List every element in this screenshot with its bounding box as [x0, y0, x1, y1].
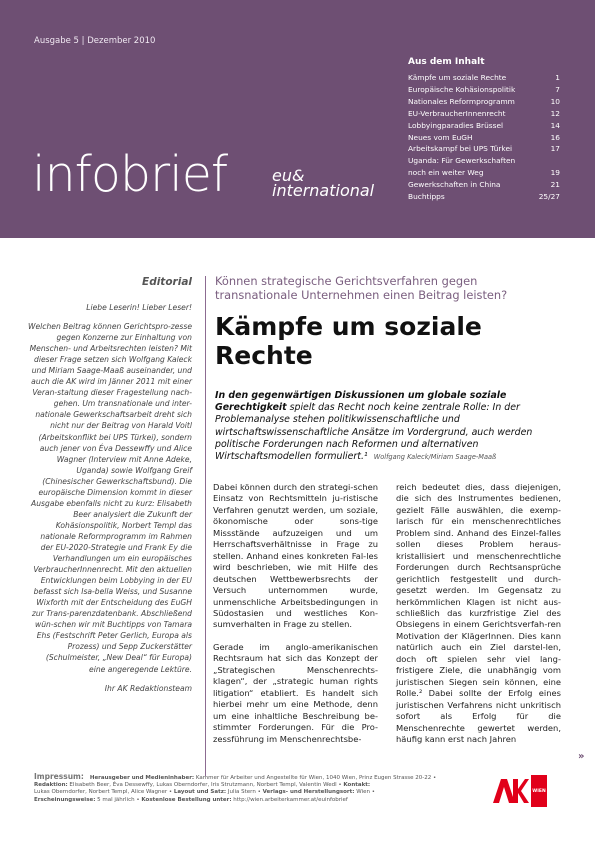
order-url[interactable]: http://wien.arbeiterkammer.at/euinfobrief: [231, 796, 348, 803]
toc-item[interactable]: [408, 167, 560, 179]
masthead: [0, 0, 595, 238]
toc-item-page: 17: [550, 144, 560, 154]
toc-item-page: 12: [550, 108, 560, 118]
impressum: [34, 773, 484, 804]
logo-sub-international: international: [272, 181, 375, 200]
toc-item[interactable]: [408, 72, 560, 84]
ak-logo-icon: [489, 775, 529, 807]
toc-item[interactable]: [408, 120, 560, 132]
publisher-text: Kammer für Arbeiter und Angestellte für Wien, 1040 Wien, Prinz Eugen Strasse 20-22 •: [194, 775, 437, 781]
toc-item-label: EU-VerbraucherInnenrecht: [408, 108, 506, 118]
toc-item[interactable]: [408, 179, 560, 191]
layout-text: Julia Stern •: [226, 789, 261, 796]
toc-item-page: 25/27: [538, 192, 560, 202]
article-subtitle: Können strategische Gerichtsverfahren gegen transnationale Unternehmen einen Beitrag leisten?: [215, 274, 508, 302]
lead-authors: Wolfgang Kaleck/Miriam Saage-Maaß: [373, 453, 497, 462]
toc-item-page: 19: [550, 168, 560, 178]
toc-item[interactable]: [408, 132, 560, 144]
toc-item-label: Neues vom EuGH: [408, 132, 473, 142]
logo-subtitle: [272, 168, 374, 198]
editorial-text: Welchen Beitrag können Gerichtspro-zesse gegen Konzerne zur Einhaltung von Menschen- und Arbeitsrechten leisten? Mit dieser Frage setzen sich Wolfgang Kaleck und Miriam Saage-Maaß auseinander, und auch die AK wird im Jänner 2011 mit einer Veran-staltung dieser Fragestellung nach-gehen. Um transnationale und inter-nationale Gewerkschaftsarbeit dreht sich nicht nur der Beitrag von Harald Voitl (Arbeitskonflikt bei UPS Türkei), sondern auch jener von Éva Dessewffy und Alice Wagner (Interview mit Anne Adeke, Uganda) sowie Wolfgang Greif (Chinesischer Gewerkschaftsbund). Die europäische Dimension kommt in dieser Ausgabe ebenfalls nicht zu kurz: Elisabeth Beer analysiert die Zukunft der Kohäsionspolitik, Norbert Templ das nationale Reformprogramm im Rahmen der EU-2020-Strategie und Frank Ey die Verhandlungen um ein europäisches VerbraucherInnenrecht. Mit den aktuellen Entwicklungen beim Lobbying in der EU befasst sich Isa-bella Weiss, und Susanne Wixforth mit der Entscheidung des EuGH zur Trans-parenzdatenbank. Abschließend wün-schen wir mit Buchtipps von Tamara Ehs (Festschrift Peter Gerlich, Europa als Prozess) und Sepp Zuckerstätter (Schulmeister, „New Deal“ für Europa) eine angeregende Lektüre.: [28, 322, 193, 674]
toc-item-page: 21: [550, 180, 560, 190]
toc-item-page: 16: [550, 132, 560, 142]
editorial-greeting: Liebe Leserin! Lieber Leser!: [86, 303, 192, 312]
column-divider: [205, 276, 206, 776]
toc-item-label: Arbeitskampf bei UPS Türkei: [408, 144, 513, 154]
col1-paragraph-1: Dabei können durch den strategi-schen Einsatz von Rechtsmitteln ju-ristische Verfahren genutzt werden, um soziale, ökonomische oder sons-tige Missstände aufzuzeigen und um Herrschaftsverhältnisse in Frage zu stellen. Anhand eines konkreten Fal-les wird beschrieben, wie mit Hilfe des deutschen Wettbewerbsrechts der Versuch unternommen wurde, unmenschliche Arbeitsbedingungen in Südostasien und westliches Kon-sumverhalten in Frage zu stellen.: [213, 482, 378, 630]
lead-text: spielt das Recht noch keine zentrale Rolle: In der Problemanalyse stehen politikwissenschaftliche und wirtschaftswissenschaftliche Ansätze im Vordergrund, auch werden politische Forderungen nach Reformen und alternativen Wirtschaftsmodellen formuliert.¹: [215, 402, 533, 463]
logo-sub-eu: eu&: [272, 166, 305, 185]
toc-item-label: Uganda: Für Gewerkschaften: [408, 156, 516, 166]
toc-item[interactable]: [408, 96, 560, 108]
toc-item-label: Nationales Reformprogramm: [408, 96, 515, 106]
lead-bold: In den gegenwärtigen Diskussionen um globale soziale Gerechtigkeit: [215, 390, 507, 414]
toc-item[interactable]: [408, 84, 560, 96]
issue-info: Ausgabe 5 | Dezember 2010: [34, 36, 156, 46]
article-lead: [215, 390, 570, 463]
continue-arrow-icon[interactable]: »: [578, 751, 585, 762]
toc-item-page: 14: [550, 120, 560, 130]
article-column-2: [396, 482, 561, 756]
editorial-signature: Ihr AK Redaktionsteam: [104, 683, 192, 693]
order-label: Kostenlose Bestellung unter:: [141, 796, 232, 803]
col1-paragraph-2: Gerade im anglo-amerikanischen Rechtsraum hat sich das Konzept der „Strategischen Menschenrechts-klagen“, der „strategic human rights litigation“ etabliert. Es handelt sich hierbei mehr um eine Methode, denn um eine inhaltliche Beschreibung be-stimmter Forderungen. Für die Pro-zessführung im Menschenrechtsbe-: [213, 641, 378, 744]
infobrief-logo: infobrief: [32, 146, 228, 203]
toc-item-page: 7: [555, 84, 560, 94]
place-label: Verlags- und Herstellungsort:: [262, 789, 355, 796]
col2-paragraph-1: reich bedeutet dies, dass diejenigen, die sich des Instrumentes bedienen, gezielt Fälle auswählen, die exemp-larisch für ein menschenrechtliches Problem sind. Anhand des Einzel-falles sollen dieses Problem heraus-kristallisiert und menschenrechtliche Forderungen durch Rechtsansprüche gerichtlich festgestellt und durch-gesetzt werden. Im Gegensatz zu herkömmlichen Klagen ist nicht aus-schließlich das kurzfristige Ziel des Obsiegens in einem Gerichtsverfah-ren Motivation der KlägerInnen. Dies kann natürlich auch ein Ziel darstel-len, doch oft spielen sehr viel lang-fristigere Ziele, die unabhängig vom juristischen Siegen sein können, eine Rolle.² Dabei sollte der Erfolg eines juristischen Verfahrens nicht unkritisch sofort als Erfolg für die Menschenrechte gewertet werden, häufig kann erst nach Jahren: [396, 482, 561, 744]
toc-item-label: Europäische Kohäsionspolitik: [408, 84, 516, 94]
toc-title: Aus dem Inhalt: [408, 57, 485, 67]
frequency-label: Erscheinungsweise:: [34, 796, 96, 803]
editorial-heading: Editorial: [142, 276, 192, 288]
toc-item[interactable]: [408, 191, 560, 203]
frequency-text: 5 mal jährlich •: [95, 796, 140, 803]
article-headline: Kämpfe um soziale Rechte: [215, 312, 482, 370]
layout-label: Layout und Satz:: [173, 789, 227, 796]
toc-list: [408, 72, 560, 203]
editorial-body: [28, 302, 192, 702]
ak-wien-badge: WIEN: [531, 775, 547, 807]
toc-item-label: Lobbyingparadies Brüssel: [408, 120, 504, 130]
editors-text: Elisabeth Beer, Éva Dessewffy, Lukas Oberndorfer, Iris Strutzmann, Norbert Templ, Valentin Wedl •: [67, 782, 342, 789]
publisher-label: Herausgeber und Medieninhaber:: [89, 775, 195, 781]
place-text: Wien •: [354, 789, 375, 796]
contact-text: Lukas Oberndorfer, Norbert Templ, Alice Wagner •: [34, 789, 173, 796]
toc-item-page: 1: [555, 73, 560, 82]
table-of-contents: [408, 57, 560, 203]
impressum-label: Impressum:: [34, 772, 84, 781]
toc-item-label: Kämpfe um soziale Rechte: [408, 73, 507, 82]
contact-label: Kontakt:: [343, 782, 371, 789]
toc-item-label: Gewerkschaften in China: [408, 180, 501, 190]
toc-item-page: 10: [550, 96, 560, 106]
toc-item[interactable]: [408, 108, 560, 120]
toc-item-label: Buchtipps: [408, 192, 445, 202]
editors-label: Redaktion:: [34, 782, 68, 789]
article-column-1: [213, 482, 378, 756]
toc-item[interactable]: [408, 143, 560, 155]
toc-item-label: noch ein weiter Weg: [408, 168, 484, 178]
toc-item[interactable]: [408, 155, 560, 167]
